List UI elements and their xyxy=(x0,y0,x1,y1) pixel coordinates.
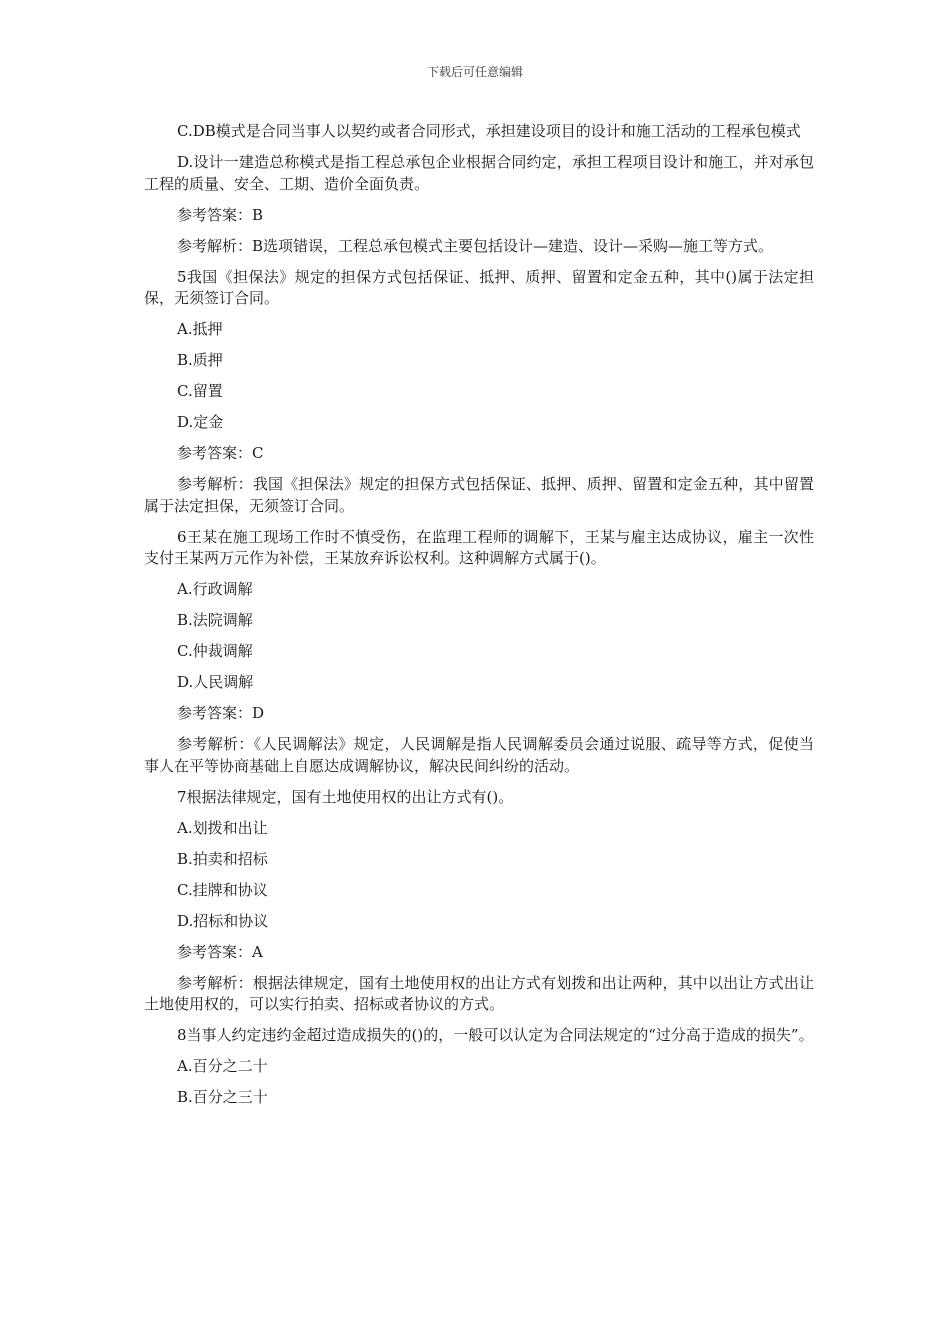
explanation-q5: 参考解析：我国《担保法》规定的担保方式包括保证、抵押、质押、留置和定金五种，其中留置属于法定担保，无须签订合同。 xyxy=(144,475,814,515)
option-d-design-build: D.设计一建造总称模式是指工程总承包企业根据合同约定，承担工程项目设计和施工，并对承包工程的质量、安全、工期、造价全面负责。 xyxy=(144,153,814,193)
document-body xyxy=(144,121,814,1118)
q8-option-b: B.百分之三十 xyxy=(177,1088,268,1106)
page-header: 下载后可任意编辑 xyxy=(426,65,523,79)
explanation-q4: 参考解析：B选项错误，工程总承包模式主要包括设计—建造、设计—采购—施工等方式。 xyxy=(177,236,774,255)
q6-option-d: D.人民调解 xyxy=(177,673,254,691)
answer-q4: 参考答案：B xyxy=(177,205,264,224)
q5-option-c: C.留置 xyxy=(177,382,223,400)
q7-option-b: B.拍卖和招标 xyxy=(177,849,268,868)
q7-option-c: C.挂牌和协议 xyxy=(177,880,268,899)
q5-option-d: D.定金 xyxy=(177,413,224,431)
explanation-q6: 参考解析：《人民调解法》规定，人民调解是指人民调解委员会通过说服、疏导等方式，促使当事人在平等协商基础上自愿达成调解协议，解决民间纠纷的活动。 xyxy=(144,735,814,775)
option-c-db-mode: C.DB模式是合同当事人以契约或者合同形式，承担建设项目的设计和施工活动的工程承包模式 xyxy=(177,122,801,140)
answer-q5: 参考答案：C xyxy=(177,444,264,462)
q6-option-a: A.行政调解 xyxy=(177,580,253,598)
q6-option-c: C.仲裁调解 xyxy=(177,642,253,660)
q6-option-b: B.法院调解 xyxy=(177,611,253,629)
q5-option-a: A.抵押 xyxy=(177,320,223,338)
question-8: 8当事人约定违约金超过造成损失的()的，一般可以认定为合同法规定的“过分高于造成的损失”。 xyxy=(177,1026,814,1044)
answer-q7: 参考答案：A xyxy=(177,942,263,961)
question-6: 6王某在施工现场工作时不慎受伤，在监理工程师的调解下，王某与雇主达成协议，雇主一次性支付王某两万元作为补偿，王某放弃诉讼权利。这种调解方式属于()。 xyxy=(144,527,814,567)
q8-option-a: A.百分之二十 xyxy=(177,1057,268,1075)
q5-option-b: B.质押 xyxy=(177,351,223,369)
question-7: 7根据法律规定，国有土地使用权的出让方式有()。 xyxy=(177,787,514,806)
question-5: 5我国《担保法》规定的担保方式包括保证、抵押、质押、留置和定金五种，其中()属于法定担保，无须签订合同。 xyxy=(144,267,814,307)
explanation-q7: 参考解析：根据法律规定，国有土地使用权的出让方式有划拨和出让两种，其中以出让方式出让土地使用权的，可以实行拍卖、招标或者协议的方式。 xyxy=(144,973,814,1013)
q7-option-a: A.划拨和出让 xyxy=(177,818,268,837)
q7-option-d: D.招标和协议 xyxy=(177,911,269,930)
answer-q6: 参考答案：D xyxy=(177,704,265,722)
